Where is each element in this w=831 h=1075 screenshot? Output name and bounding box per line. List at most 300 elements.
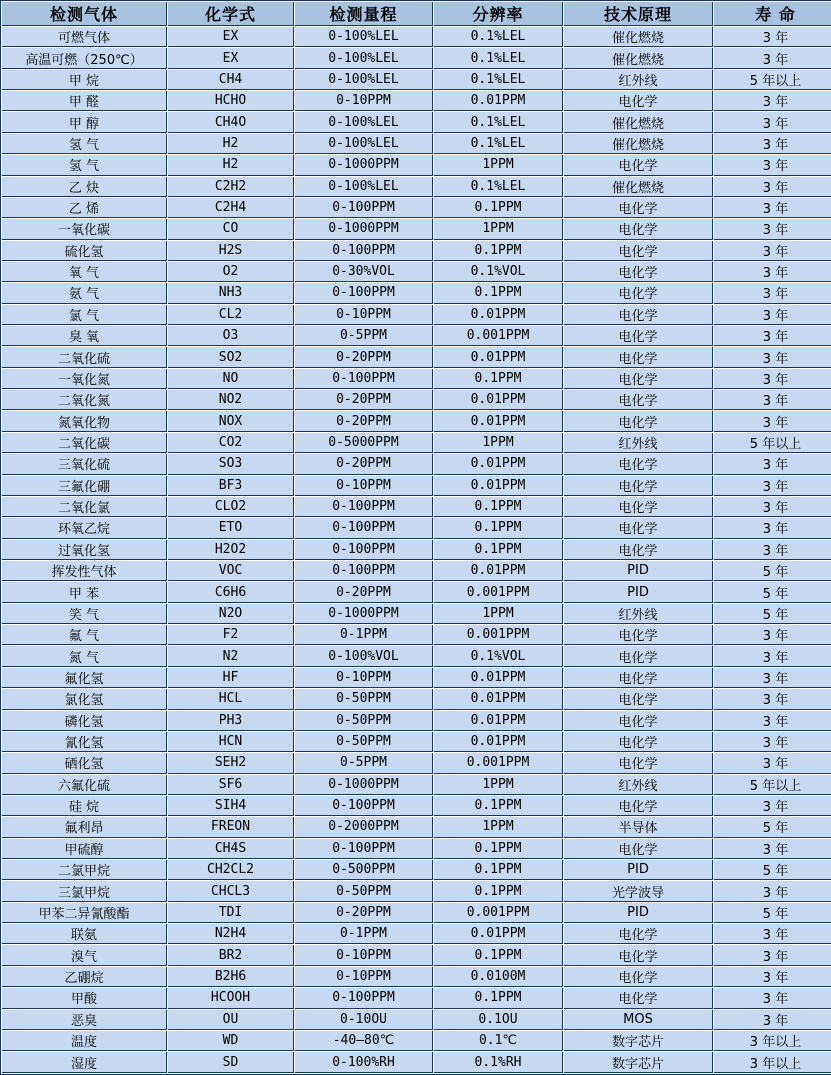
cell-lifespan: 3 年 <box>714 924 831 944</box>
cell-resolution: 0.001PPM <box>434 753 563 773</box>
table-row <box>2 411 831 431</box>
cell-gas-name: 六氟化硫 <box>2 775 167 795</box>
cell-lifespan: 5 年 <box>714 817 831 837</box>
cell-lifespan: 3 年 <box>714 241 831 261</box>
cell-resolution: 0.01PPM <box>434 476 563 496</box>
cell-chemical-formula: CO <box>168 219 294 239</box>
cell-resolution: 0.1PPM <box>434 497 563 517</box>
table-row <box>2 775 831 795</box>
cell-lifespan: 5 年 <box>714 860 831 880</box>
cell-chemical-formula: BF3 <box>168 476 294 496</box>
table-row <box>2 796 831 816</box>
cell-detection-range: 0-100PPM <box>295 988 433 1008</box>
cell-chemical-formula: PH3 <box>168 711 294 731</box>
cell-resolution: 0.1PPM <box>434 369 563 389</box>
cell-gas-name: 氰化氢 <box>2 732 167 752</box>
cell-gas-name: 湿度 <box>2 1052 167 1073</box>
cell-lifespan: 5 年以上 <box>714 433 831 453</box>
cell-resolution: 0.01PPM <box>434 390 563 410</box>
cell-gas-name: 氢 气 <box>2 134 167 154</box>
cell-resolution: 1PPM <box>434 433 563 453</box>
cell-gas-name: 甲 烷 <box>2 70 167 90</box>
cell-detection-range: 0-20PPM <box>295 411 433 431</box>
cell-technology: 电化学 <box>564 347 713 367</box>
cell-technology: 电化学 <box>564 689 713 709</box>
cell-detection-range: 0-100PPM <box>295 796 433 816</box>
cell-detection-range: 0-10PPM <box>295 668 433 688</box>
table-row <box>2 112 831 132</box>
cell-technology: 电化学 <box>564 219 713 239</box>
cell-resolution: 0.001PPM <box>434 326 563 346</box>
cell-detection-range: 0-20PPM <box>295 347 433 367</box>
cell-detection-range: 0-100%LEL <box>295 134 433 154</box>
cell-technology: 催化燃烧 <box>564 134 713 154</box>
cell-detection-range: 0-5PPM <box>295 326 433 346</box>
cell-chemical-formula: WD <box>168 1031 294 1051</box>
cell-detection-range: 0-5000PPM <box>295 433 433 453</box>
cell-technology: 电化学 <box>564 625 713 645</box>
table-row <box>2 625 831 645</box>
cell-technology: 电化学 <box>564 497 713 517</box>
cell-gas-name: 三氯甲烷 <box>2 881 167 901</box>
cell-gas-name: 乙硼烷 <box>2 967 167 987</box>
table-row <box>2 540 831 560</box>
cell-chemical-formula: SEH2 <box>168 753 294 773</box>
cell-gas-name: 氢 气 <box>2 155 167 175</box>
cell-resolution: 0.1%LEL <box>434 48 563 68</box>
cell-technology: 数字芯片 <box>564 1031 713 1051</box>
cell-chemical-formula: CLO2 <box>168 497 294 517</box>
header-technology: 技术原理 <box>564 2 713 26</box>
table-row <box>2 433 831 453</box>
cell-lifespan: 3 年 <box>714 945 831 965</box>
cell-detection-range: 0-10OU <box>295 1010 433 1030</box>
cell-chemical-formula: SF6 <box>168 775 294 795</box>
cell-gas-name: 二氧化氯 <box>2 497 167 517</box>
cell-technology: 电化学 <box>564 732 713 752</box>
cell-technology: 电化学 <box>564 711 713 731</box>
table-row <box>2 689 831 709</box>
cell-resolution: 0.01PPM <box>434 305 563 325</box>
cell-chemical-formula: C2H2 <box>168 177 294 197</box>
cell-chemical-formula: N2O <box>168 604 294 624</box>
cell-technology: 电化学 <box>564 753 713 773</box>
cell-chemical-formula: HCN <box>168 732 294 752</box>
cell-lifespan: 3 年 <box>714 732 831 752</box>
cell-gas-name: 联氨 <box>2 924 167 944</box>
cell-gas-name: 恶臭 <box>2 1010 167 1030</box>
table-row <box>2 881 831 901</box>
cell-detection-range: 0-20PPM <box>295 582 433 602</box>
cell-gas-name: 二氯甲烷 <box>2 860 167 880</box>
cell-resolution: 0.1PPM <box>434 796 563 816</box>
cell-resolution: 0.1PPM <box>434 518 563 538</box>
cell-detection-range: 0-100%VOL <box>295 646 433 666</box>
table-row <box>2 561 831 581</box>
cell-chemical-formula: SD <box>168 1052 294 1073</box>
table-row <box>2 390 831 410</box>
table-row <box>2 860 831 880</box>
cell-technology: 电化学 <box>564 411 713 431</box>
cell-lifespan: 3 年 <box>714 112 831 132</box>
cell-chemical-formula: HF <box>168 668 294 688</box>
cell-detection-range: 0-100PPM <box>295 839 433 859</box>
cell-chemical-formula: EX <box>168 27 294 47</box>
cell-chemical-formula: CH4S <box>168 839 294 859</box>
cell-lifespan: 3 年以上 <box>714 1031 831 1051</box>
table-row <box>2 369 831 389</box>
cell-detection-range: 0-50PPM <box>295 732 433 752</box>
cell-chemical-formula: NO2 <box>168 390 294 410</box>
table-row <box>2 70 831 90</box>
table-row <box>2 604 831 624</box>
cell-resolution: 0.1PPM <box>434 241 563 261</box>
cell-resolution: 0.01PPM <box>434 91 563 111</box>
cell-lifespan: 3 年 <box>714 411 831 431</box>
cell-lifespan: 3 年 <box>714 305 831 325</box>
cell-gas-name: 臭 氧 <box>2 326 167 346</box>
cell-resolution: 1PPM <box>434 817 563 837</box>
cell-detection-range: 0-10PPM <box>295 476 433 496</box>
cell-chemical-formula: TDI <box>168 903 294 923</box>
cell-resolution: 0.1PPM <box>434 283 563 303</box>
table-row <box>2 497 831 517</box>
cell-lifespan: 3 年 <box>714 881 831 901</box>
cell-gas-name: 硅 烷 <box>2 796 167 816</box>
cell-chemical-formula: H2 <box>168 134 294 154</box>
cell-lifespan: 3 年 <box>714 711 831 731</box>
cell-gas-name: 甲苯二异氰酸酯 <box>2 903 167 923</box>
cell-gas-name: 高温可燃（250℃） <box>2 48 167 68</box>
table-row <box>2 988 831 1008</box>
cell-lifespan: 3 年 <box>714 219 831 239</box>
cell-chemical-formula: OU <box>168 1010 294 1030</box>
cell-detection-range: 0-100%LEL <box>295 27 433 47</box>
cell-gas-name: 氟化氢 <box>2 668 167 688</box>
cell-chemical-formula: FREON <box>168 817 294 837</box>
cell-lifespan: 3 年 <box>714 198 831 218</box>
table-row <box>2 1052 831 1073</box>
cell-detection-range: 0-20PPM <box>295 903 433 923</box>
table-row <box>2 476 831 496</box>
table-row <box>2 668 831 688</box>
cell-gas-name: 过氧化氢 <box>2 540 167 560</box>
cell-gas-name: 三氧化硫 <box>2 454 167 474</box>
cell-chemical-formula: NO <box>168 369 294 389</box>
cell-technology: 电化学 <box>564 988 713 1008</box>
cell-detection-range: 0-100PPM <box>295 283 433 303</box>
cell-technology: 电化学 <box>564 967 713 987</box>
cell-chemical-formula: H2O2 <box>168 540 294 560</box>
cell-chemical-formula: HCHO <box>168 91 294 111</box>
cell-chemical-formula: CO2 <box>168 433 294 453</box>
cell-resolution: 1PPM <box>434 604 563 624</box>
cell-lifespan: 3 年 <box>714 540 831 560</box>
cell-lifespan: 3 年 <box>714 689 831 709</box>
cell-lifespan: 3 年 <box>714 796 831 816</box>
cell-lifespan: 3 年 <box>714 48 831 68</box>
cell-gas-name: 温度 <box>2 1031 167 1051</box>
cell-lifespan: 5 年以上 <box>714 70 831 90</box>
table-row <box>2 1010 831 1030</box>
cell-gas-name: 三氟化硼 <box>2 476 167 496</box>
cell-gas-name: 二氧化氮 <box>2 390 167 410</box>
cell-detection-range: 0-1PPM <box>295 625 433 645</box>
table-row <box>2 924 831 944</box>
cell-chemical-formula: CL2 <box>168 305 294 325</box>
cell-resolution: 0.001PPM <box>434 582 563 602</box>
cell-resolution: 0.01PPM <box>434 924 563 944</box>
cell-detection-range: 0-100%LEL <box>295 177 433 197</box>
cell-gas-name: 可燃气体 <box>2 27 167 47</box>
cell-lifespan: 3 年 <box>714 625 831 645</box>
cell-technology: 电化学 <box>564 241 713 261</box>
cell-technology: 电化学 <box>564 262 713 282</box>
cell-lifespan: 3 年 <box>714 497 831 517</box>
cell-gas-name: 二氧化碳 <box>2 433 167 453</box>
cell-chemical-formula: SIH4 <box>168 796 294 816</box>
table-row <box>2 1031 831 1051</box>
cell-technology: MOS <box>564 1010 713 1030</box>
cell-technology: 红外线 <box>564 70 713 90</box>
cell-detection-range: 0-500PPM <box>295 860 433 880</box>
cell-technology: 电化学 <box>564 155 713 175</box>
table-row <box>2 305 831 325</box>
cell-gas-name: 甲酸 <box>2 988 167 1008</box>
table-row <box>2 518 831 538</box>
table-row <box>2 732 831 752</box>
cell-detection-range: 0-100%LEL <box>295 112 433 132</box>
cell-resolution: 0.1%LEL <box>434 70 563 90</box>
cell-resolution: 0.1%RH <box>434 1052 563 1073</box>
cell-chemical-formula: CH4O <box>168 112 294 132</box>
cell-chemical-formula: CHCL3 <box>168 881 294 901</box>
cell-lifespan: 3 年 <box>714 347 831 367</box>
cell-resolution: 0.1PPM <box>434 988 563 1008</box>
cell-technology: 电化学 <box>564 839 713 859</box>
cell-gas-name: 甲 醛 <box>2 91 167 111</box>
cell-lifespan: 3 年 <box>714 155 831 175</box>
cell-lifespan: 3 年 <box>714 454 831 474</box>
cell-gas-name: 甲硫醇 <box>2 839 167 859</box>
cell-chemical-formula: N2 <box>168 646 294 666</box>
cell-chemical-formula: ETO <box>168 518 294 538</box>
cell-lifespan: 3 年 <box>714 967 831 987</box>
cell-lifespan: 3 年 <box>714 134 831 154</box>
cell-chemical-formula: VOC <box>168 561 294 581</box>
cell-resolution: 0.01PPM <box>434 411 563 431</box>
cell-resolution: 0.01PPM <box>434 454 563 474</box>
cell-chemical-formula: HCL <box>168 689 294 709</box>
cell-chemical-formula: H2 <box>168 155 294 175</box>
cell-detection-range: 0-50PPM <box>295 711 433 731</box>
cell-detection-range: 0-10PPM <box>295 91 433 111</box>
cell-technology: 红外线 <box>564 604 713 624</box>
cell-chemical-formula: O3 <box>168 326 294 346</box>
cell-detection-range: 0-100PPM <box>295 241 433 261</box>
cell-resolution: 0.1PPM <box>434 198 563 218</box>
cell-detection-range: 0-100%LEL <box>295 70 433 90</box>
cell-gas-name: 氯化氢 <box>2 689 167 709</box>
table-row <box>2 711 831 731</box>
cell-gas-name: 氮 气 <box>2 646 167 666</box>
cell-resolution: 0.1%LEL <box>434 134 563 154</box>
cell-chemical-formula: SO3 <box>168 454 294 474</box>
cell-technology: 电化学 <box>564 924 713 944</box>
cell-technology: 电化学 <box>564 91 713 111</box>
cell-gas-name: 乙 炔 <box>2 177 167 197</box>
cell-chemical-formula: O2 <box>168 262 294 282</box>
cell-gas-name: 乙 烯 <box>2 198 167 218</box>
cell-resolution: 0.0100M <box>434 967 563 987</box>
cell-resolution: 1PPM <box>434 155 563 175</box>
cell-chemical-formula: HCOOH <box>168 988 294 1008</box>
table-row <box>2 817 831 837</box>
cell-lifespan: 3 年 <box>714 262 831 282</box>
cell-detection-range: 0-10PPM <box>295 967 433 987</box>
cell-detection-range: 0-50PPM <box>295 689 433 709</box>
cell-chemical-formula: C6H6 <box>168 582 294 602</box>
cell-technology: PID <box>564 561 713 581</box>
cell-gas-name: 氟 气 <box>2 625 167 645</box>
cell-chemical-formula: H2S <box>168 241 294 261</box>
header-resolution: 分辨率 <box>434 2 563 26</box>
cell-gas-name: 一氧化氮 <box>2 369 167 389</box>
cell-technology: 电化学 <box>564 945 713 965</box>
cell-technology: 电化学 <box>564 646 713 666</box>
cell-gas-name: 磷化氢 <box>2 711 167 731</box>
cell-chemical-formula: NOX <box>168 411 294 431</box>
cell-technology: 电化学 <box>564 198 713 218</box>
cell-lifespan: 3 年 <box>714 326 831 346</box>
table-row <box>2 262 831 282</box>
cell-lifespan: 3 年 <box>714 27 831 47</box>
table-row <box>2 326 831 346</box>
cell-technology: 电化学 <box>564 326 713 346</box>
cell-detection-range: 0-2000PPM <box>295 817 433 837</box>
cell-gas-name: 甲 苯 <box>2 582 167 602</box>
cell-detection-range: 0-1000PPM <box>295 155 433 175</box>
cell-detection-range: 0-100PPM <box>295 561 433 581</box>
table-row <box>2 241 831 261</box>
table-row <box>2 454 831 474</box>
cell-lifespan: 3 年 <box>714 177 831 197</box>
cell-resolution: 0.1%LEL <box>434 177 563 197</box>
cell-gas-name: 硒化氢 <box>2 753 167 773</box>
cell-resolution: 0.01PPM <box>434 732 563 752</box>
cell-detection-range: 0-100%LEL <box>295 48 433 68</box>
cell-lifespan: 3 年 <box>714 369 831 389</box>
cell-resolution: 0.1PPM <box>434 860 563 880</box>
cell-gas-name: 环氧乙烷 <box>2 518 167 538</box>
cell-resolution: 0.01PPM <box>434 347 563 367</box>
cell-detection-range: 0-10PPM <box>295 945 433 965</box>
cell-detection-range: 0-100PPM <box>295 540 433 560</box>
cell-lifespan: 3 年 <box>714 283 831 303</box>
cell-resolution: 0.01PPM <box>434 711 563 731</box>
cell-detection-range: 0-100PPM <box>295 497 433 517</box>
cell-technology: 红外线 <box>564 775 713 795</box>
cell-gas-name: 氨 气 <box>2 283 167 303</box>
header-gas-name: 检测气体 <box>2 2 167 26</box>
cell-resolution: 0.1%VOL <box>434 262 563 282</box>
cell-lifespan: 3 年 <box>714 988 831 1008</box>
cell-chemical-formula: NH3 <box>168 283 294 303</box>
header-lifespan: 寿 命 <box>714 2 831 26</box>
cell-lifespan: 3 年 <box>714 646 831 666</box>
table-row <box>2 967 831 987</box>
cell-detection-range: 0-20PPM <box>295 390 433 410</box>
table-row <box>2 903 831 923</box>
cell-detection-range: 0-1000PPM <box>295 604 433 624</box>
cell-technology: PID <box>564 582 713 602</box>
cell-lifespan: 3 年 <box>714 1010 831 1030</box>
cell-resolution: 1PPM <box>434 775 563 795</box>
table-row <box>2 283 831 303</box>
cell-technology: 光学波导 <box>564 881 713 901</box>
table-row <box>2 177 831 197</box>
cell-technology: 催化燃烧 <box>564 112 713 132</box>
cell-technology: 电化学 <box>564 454 713 474</box>
cell-gas-name: 笑 气 <box>2 604 167 624</box>
cell-gas-name: 氯 气 <box>2 305 167 325</box>
table-row <box>2 839 831 859</box>
cell-technology: 电化学 <box>564 476 713 496</box>
cell-lifespan: 3 年 <box>714 668 831 688</box>
cell-resolution: 0.1PPM <box>434 839 563 859</box>
table-row <box>2 134 831 154</box>
cell-resolution: 0.01PPM <box>434 561 563 581</box>
header-chemical-formula: 化学式 <box>168 2 294 26</box>
cell-resolution: 0.1%LEL <box>434 27 563 47</box>
cell-gas-name: 甲 醇 <box>2 112 167 132</box>
cell-technology: 电化学 <box>564 540 713 560</box>
cell-resolution: 0.1PPM <box>434 945 563 965</box>
cell-technology: 电化学 <box>564 518 713 538</box>
cell-lifespan: 3 年 <box>714 518 831 538</box>
cell-detection-range: 0-100PPM <box>295 518 433 538</box>
cell-resolution: 0.001PPM <box>434 625 563 645</box>
cell-resolution: 0.01PPM <box>434 689 563 709</box>
table-row <box>2 155 831 175</box>
cell-detection-range: 0-5PPM <box>295 753 433 773</box>
cell-technology: PID <box>564 903 713 923</box>
cell-lifespan: 3 年 <box>714 476 831 496</box>
cell-chemical-formula: SO2 <box>168 347 294 367</box>
cell-technology: 催化燃烧 <box>564 48 713 68</box>
cell-detection-range: 0-100PPM <box>295 369 433 389</box>
table-row <box>2 945 831 965</box>
cell-lifespan: 3 年 <box>714 91 831 111</box>
cell-lifespan: 5 年 <box>714 561 831 581</box>
table-row <box>2 27 831 47</box>
cell-lifespan: 5 年 <box>714 604 831 624</box>
table-row <box>2 48 831 68</box>
header-detection-range: 检测量程 <box>295 2 433 26</box>
cell-technology: 电化学 <box>564 796 713 816</box>
cell-detection-range: 0-50PPM <box>295 881 433 901</box>
cell-detection-range: 0-30%VOL <box>295 262 433 282</box>
table-row <box>2 91 831 111</box>
cell-resolution: 0.1PPM <box>434 881 563 901</box>
cell-lifespan: 3 年 <box>714 753 831 773</box>
cell-resolution: 0.1OU <box>434 1010 563 1030</box>
cell-detection-range: -40—80℃ <box>295 1031 433 1051</box>
table-row <box>2 219 831 239</box>
cell-technology: 电化学 <box>564 369 713 389</box>
cell-chemical-formula: CH2CL2 <box>168 860 294 880</box>
cell-resolution: 1PPM <box>434 219 563 239</box>
